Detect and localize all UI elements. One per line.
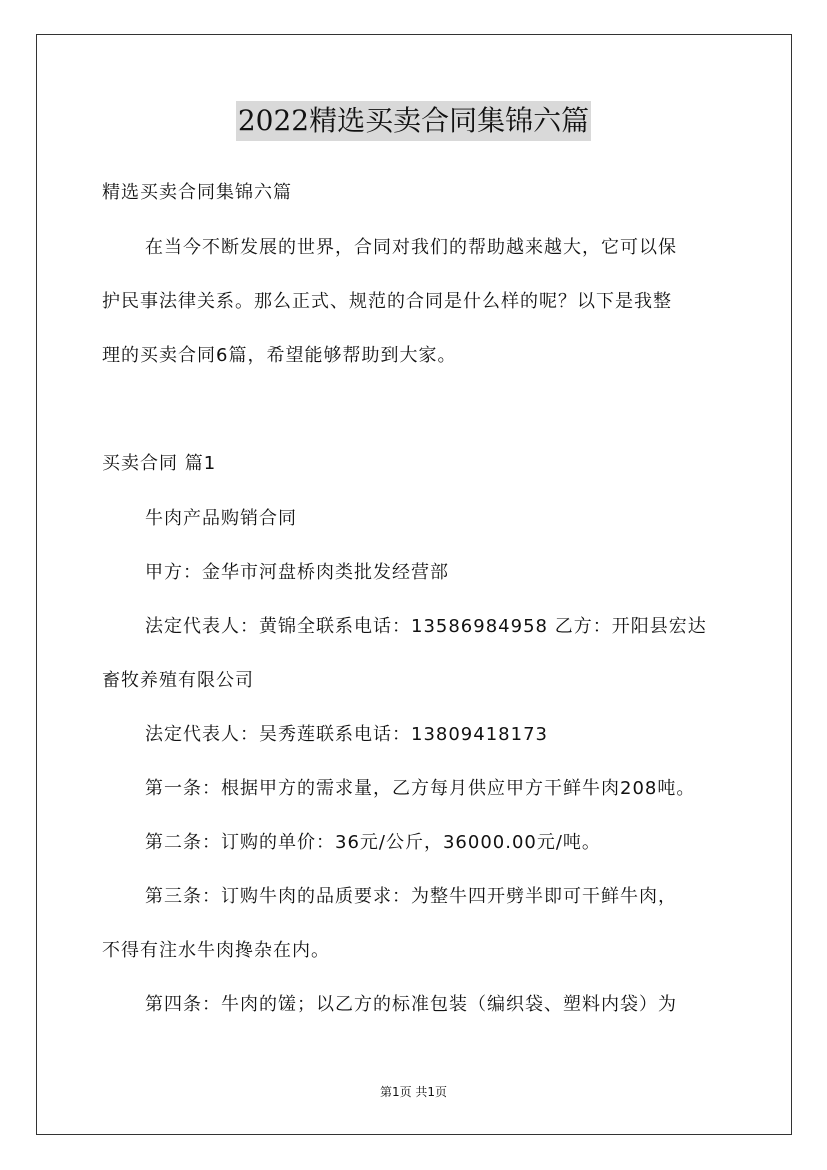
- article-3-line-2: 不得有注水牛肉搀杂在内。: [102, 940, 330, 961]
- article-1: 第一条：根据甲方的需求量，乙方每月供应甲方干鲜牛肉208吨。: [145, 778, 696, 799]
- document-title: 2022精选买卖合同集锦六篇: [236, 101, 591, 141]
- intro-line-1: 在当今不断发展的世界，合同对我们的帮助越来越大，它可以保: [145, 237, 677, 258]
- page-footer: 第1页 共1页: [379, 1085, 448, 1099]
- article-2: 第二条：订购的单价：36元/公斤，36000.00元/吨。: [145, 832, 601, 853]
- document-subtitle: 精选买卖合同集锦六篇: [102, 182, 292, 203]
- contract-name: 牛肉产品购销合同: [145, 508, 297, 529]
- article-3-line-1: 第三条：订购牛肉的品质要求：为整牛四开劈半即可干鲜牛肉，: [145, 886, 677, 907]
- party-a: 甲方：金华市河盘桥肉类批发经营部: [145, 562, 449, 583]
- intro-line-2: 护民事法律关系。那么正式、规范的合同是什么样的呢？以下是我整: [102, 291, 672, 312]
- party-a-representative: 法定代表人：黄锦全联系电话：13586984958 乙方：开阳县宏达: [145, 616, 707, 637]
- intro-line-3: 理的买卖合同6篇，希望能够帮助到大家。: [102, 345, 457, 366]
- section-heading: 买卖合同 篇1: [102, 453, 217, 474]
- party-b-name-continued: 畜牧养殖有限公司: [102, 670, 254, 691]
- article-4-line-1: 第四条：牛肉的馐；以乙方的标准包装（编织袋、塑料内袋）为: [145, 994, 677, 1015]
- title-container: [0, 101, 827, 141]
- party-b-representative: 法定代表人：吴秀莲联系电话：13809418173: [145, 724, 548, 745]
